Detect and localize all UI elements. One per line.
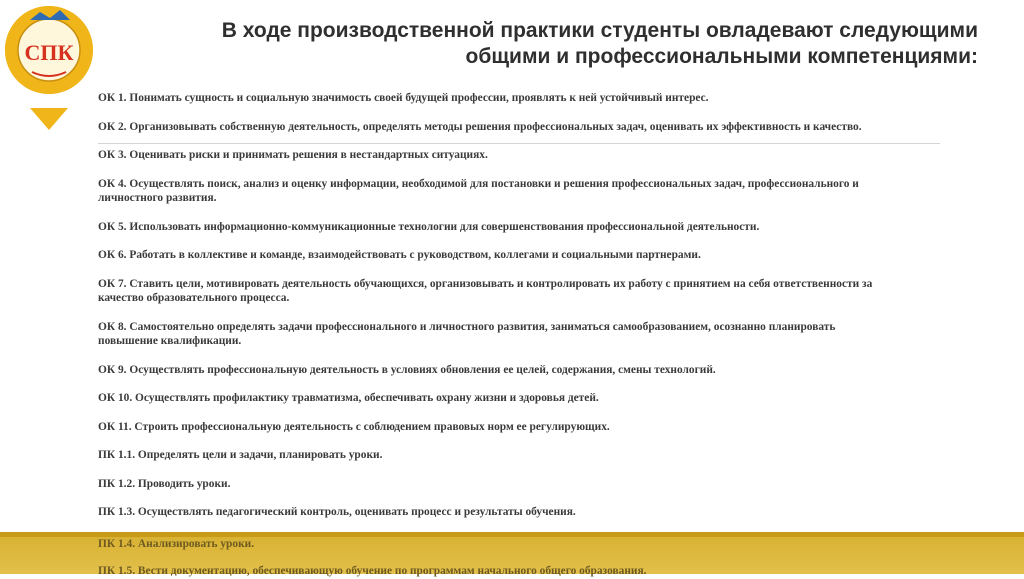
- divider: [98, 143, 940, 144]
- list-item: ОК 3. Оценивать риски и принимать решения в нестандартных ситуациях.: [98, 149, 488, 161]
- list-item: ОК 6. Работать в коллективе и команде, взаимодействовать с руководством, коллегами и социальными партнерами.: [98, 249, 701, 261]
- list-item: ПК 1.3. Осуществлять педагогический контроль, оценивать процесс и результаты обучения.: [98, 506, 576, 518]
- list-item: ОК 9. Осуществлять профессиональную деятельность в условиях обновления ее целей, содержания, смены технологий.: [98, 363, 716, 376]
- title-line-1: В ходе производственной практики студенты овладевают следующими: [221, 19, 978, 42]
- list-item: ОК 7. Ставить цели, мотивировать деятельность обучающихся, организовывать и контролировать их работу с принятием на себя ответственности за качество образовательного процесса.: [98, 277, 873, 304]
- page-title: [110, 18, 978, 70]
- list-item: ОК 11. Строить профессиональную деятельность с соблюдением правовых норм ее регулирующих.: [98, 420, 610, 433]
- list-item: ОК 2. Организовывать собственную деятельность, определять методы решения профессиональных задач, оценивать их эффективность и качество.: [98, 120, 862, 133]
- list-item: ОК 1. Понимать сущность и социальную значимость своей будущей профессии, проявлять к ней устойчивый интерес.: [98, 92, 709, 104]
- competency-list: [98, 91, 978, 520]
- list-item: ПК 1.4. Анализировать уроки.: [98, 538, 255, 550]
- list-item: ОК 8. Самостоятельно определять задачи профессионального и личностного развития, заниматься самообразованием, осознанно планировать повышение квалификации.: [98, 320, 836, 347]
- list-item: ОК 10. Осуществлять профилактику травматизма, обеспечивать охрану жизни и здоровья детей.: [98, 392, 599, 404]
- title-line-2: общими и профессиональными компетенциями:: [465, 45, 978, 68]
- list-item: ОК 4. Осуществлять поиск, анализ и оценку информации, необходимой для постановки и решения профессиональных задач, профессионального и личностного развития.: [98, 177, 859, 204]
- logo-letters: СПК: [24, 40, 74, 65]
- list-item: ПК 1.2. Проводить уроки.: [98, 477, 231, 490]
- list-item: ОК 5. Использовать информационно-коммуникационные технологии для совершенствования профессиональной деятельности.: [98, 220, 760, 233]
- college-logo: [0, 0, 98, 135]
- list-item: ПК 1.1. Определять цели и задачи, планировать уроки.: [98, 449, 383, 461]
- list-item: ПК 1.5. Вести документацию, обеспечивающую обучение по программам начального общего образования.: [98, 565, 647, 577]
